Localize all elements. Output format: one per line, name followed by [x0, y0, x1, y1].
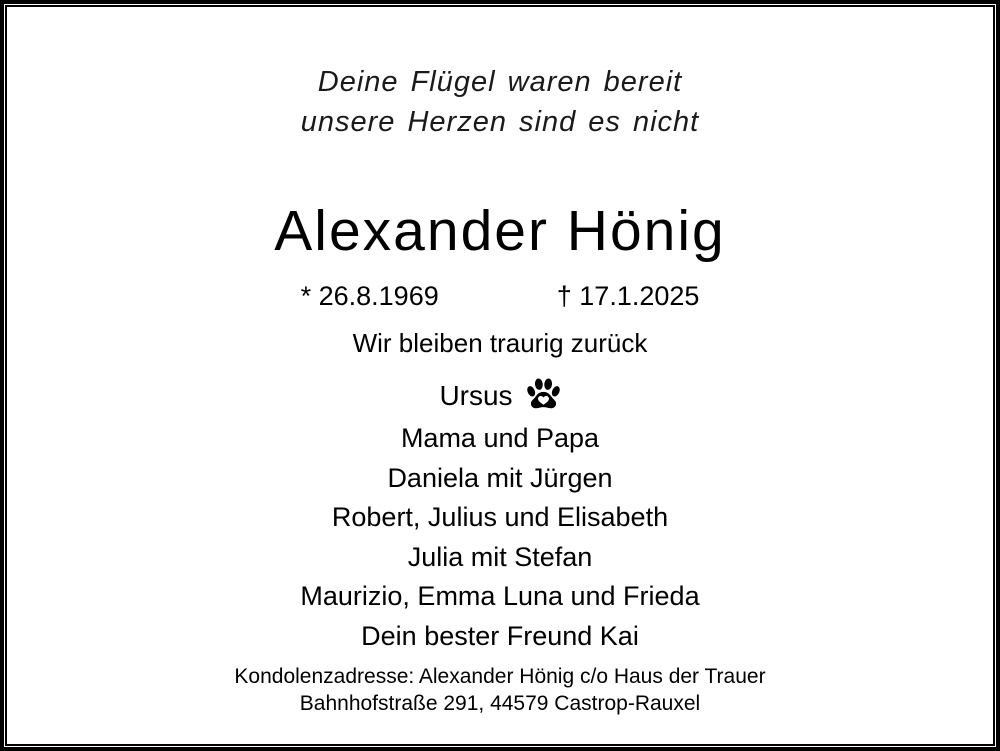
epitaph-line-2: unsere Herzen sind es nicht — [300, 106, 700, 138]
born-symbol: * — [300, 281, 312, 311]
farewell-line: Wir bleiben traurig zurück — [352, 328, 648, 358]
mourner-first-row — [0, 379, 1000, 413]
death-date-value: 17.1.2025 — [579, 281, 700, 311]
cross-symbol: † — [556, 281, 572, 311]
condolence-address — [0, 663, 1000, 717]
condolence-line-2: Bahnhofstraße 291, 44579 Castrop-Rauxel — [299, 692, 701, 715]
paw-heart-icon — [526, 378, 561, 409]
mourner-first-name: Ursus — [439, 380, 513, 411]
epitaph — [0, 62, 1000, 142]
mourner-line: Dein bester Freund Kai — [361, 620, 639, 651]
birth-date — [301, 280, 439, 313]
epitaph-line-1: Deine Flügel waren bereit — [317, 66, 683, 98]
mourner-line: Mama und Papa — [400, 423, 600, 453]
mourner-line: Maurizio, Emma Luna und Frieda — [300, 581, 700, 611]
life-dates — [0, 280, 1000, 313]
mourner-line: Daniela mit Jürgen — [387, 462, 613, 493]
mourners-list — [0, 419, 1000, 656]
death-date — [557, 280, 700, 313]
mourner-line: Julia mit Stefan — [407, 541, 593, 572]
condolence-line-1: Kondolenzadresse: Alexander Hönig c/o Haus der Trauer — [234, 665, 766, 688]
mourner-line: Robert, Julius und Elisabeth — [331, 502, 669, 532]
birth-date-value: 26.8.1969 — [318, 281, 439, 311]
deceased-name: Alexander Hönig — [274, 199, 726, 263]
